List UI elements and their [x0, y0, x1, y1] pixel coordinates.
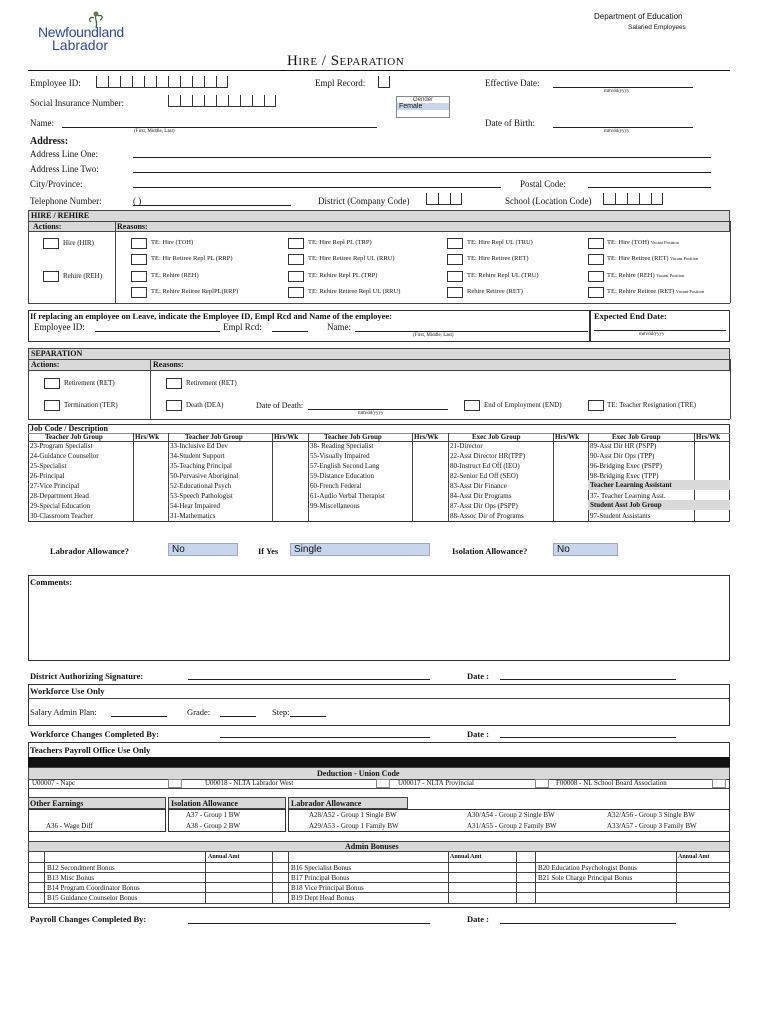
payroll-title: Teachers Payroll Office Use Only	[30, 745, 151, 755]
te-rehire-tru-label: TE: Rehire Repl UL (TRU)	[467, 272, 539, 279]
retirement-action-label: Retirement (RET)	[64, 379, 115, 387]
iso-group1: A37 - Group 1 BW	[186, 811, 241, 819]
labrador-title: Labrador Allowance	[291, 799, 362, 808]
expected-end-date-field[interactable]	[594, 330, 726, 331]
jc-header-9: Exec Job Group	[612, 433, 661, 441]
te-rehire-retiree-ret-vacant-label: TE: Rehire Retiree (RET) Vacant Position	[607, 288, 705, 295]
te-hire-toh-vacant-checkbox[interactable]	[588, 238, 604, 249]
department-name: Department of Education	[594, 12, 683, 21]
jc-col4-6: 87-Asst Dir Ops (PSPP)	[450, 502, 518, 510]
district-date-label: Date :	[467, 671, 489, 681]
te-rehire-reh-checkbox[interactable]	[131, 271, 147, 282]
hire-rehire-title: HIRE / REHIRE	[31, 211, 90, 220]
step-label: Step:	[272, 707, 290, 717]
bonus-b15: B15 Guidance Counselor Bonus	[47, 894, 138, 902]
te-hire-retiree-rru-label: TE: Hire Retiree Repl UL (RRU)	[308, 255, 395, 262]
jc-col2-5: 53-Speech Pathologist	[170, 492, 233, 500]
comments-box[interactable]	[28, 575, 730, 661]
jc-col4-1: 22-Asst Director HR(TPP)	[450, 452, 526, 460]
bonus-b17: B17 Principal Bonus	[291, 874, 350, 882]
jc-col2-0: 33-Inclusive Ed Dev	[170, 442, 228, 450]
expected-end-date-label: Expected End Date:	[594, 311, 667, 321]
jc-col3-4: 60-French Federal	[310, 482, 362, 490]
bonus-b20: B20 Education Psychologist Bonus	[538, 864, 637, 872]
te-hire-retiree-rrp-checkbox[interactable]	[131, 254, 147, 265]
jc-col3-6: 99-Miscellaneous	[310, 502, 360, 510]
termination-label: Termination (TER)	[64, 401, 118, 409]
jc-student-asst-title: Student Asst Job Group	[590, 501, 662, 509]
gender-label: Gender	[412, 97, 433, 103]
district-label: District (Company Code)	[318, 196, 410, 206]
separation-header	[28, 348, 730, 359]
end-employment-label: End of Employment (END)	[484, 401, 562, 409]
district-field[interactable]	[426, 193, 462, 205]
iso-group2: A38 - Group 2 BW	[186, 822, 241, 830]
name-label: Name:	[30, 118, 54, 128]
hire-actions-header	[28, 221, 730, 232]
department-subtitle: Salaried Employees	[628, 24, 686, 31]
jc-header-7: Exec Job Group	[472, 433, 521, 441]
jc-col3-0: 38- Reading Specialist	[310, 442, 374, 450]
address-line-two-label: Address Line Two:	[30, 164, 99, 174]
bonus-b19: B19 Dept Head Bonus	[291, 894, 355, 902]
address-line-two-field[interactable]	[133, 172, 711, 173]
jc-col1-0: 23-Program Specialist	[30, 442, 93, 450]
effective-date-hint: mm/dd/yyyy	[604, 89, 630, 94]
dob-field[interactable]	[553, 127, 693, 128]
bonus-b18: B18 Vice Principal Bonus	[291, 884, 364, 892]
workforce-section	[28, 684, 730, 726]
empl-record-field[interactable]	[378, 76, 390, 88]
logo-text-newfoundland: Newfoundland	[38, 24, 124, 40]
jc-student-asst-item: 97-Student Assistants	[590, 512, 651, 520]
payroll-date-field[interactable]	[500, 923, 676, 924]
te-hire-retiree-ret-checkbox[interactable]	[447, 254, 463, 265]
admin-annual-amt-1: Annual Amt	[208, 854, 240, 860]
deduction-nlta-provincial-checkbox[interactable]	[535, 779, 549, 788]
jc-tla-title: Teacher Learning Assistant	[590, 481, 672, 489]
workforce-completed-field[interactable]	[220, 737, 430, 738]
separation-actions-label: Actions:	[31, 360, 60, 369]
deduction-nlta-lab-west-checkbox[interactable]	[376, 779, 390, 788]
te-rehire-reh-vacant-label: TE: Rehire (REH) Vacant Position	[607, 272, 685, 279]
jc-tla-item: 37- Teacher Learning Asst.	[590, 492, 666, 500]
te-rehire-retiree-rrp-checkbox[interactable]	[131, 287, 147, 298]
isolation-allowance-select[interactable]: No	[553, 543, 618, 556]
employee-id-label: Employee ID:	[30, 78, 81, 88]
te-hire-retiree-rru-checkbox[interactable]	[288, 254, 304, 265]
dob-label: Date of Birth:	[485, 118, 535, 128]
isolation-title: Isolation Allowance	[171, 799, 238, 808]
leave-name-hint: (First, Middle, Last)	[413, 333, 454, 338]
address-heading: Address:	[30, 136, 69, 147]
jc-col3-3: 59-Distance Education	[310, 472, 374, 480]
newfoundland-labrador-logo	[38, 10, 148, 54]
gender-select[interactable]	[396, 96, 450, 118]
payroll-completed-field[interactable]	[188, 923, 430, 924]
jc-col1-7: 30-Classroom Teacher	[30, 512, 93, 520]
leave-empl-rcd-field[interactable]	[272, 331, 308, 332]
termination-checkbox[interactable]	[44, 400, 60, 411]
labrador-allowance-label: Labrador Allowance?	[50, 546, 129, 556]
jc-col4-2: 80-Instruct Ed Off (IEO)	[450, 462, 520, 470]
isolation-allowance-label: Isolation Allowance?	[452, 546, 528, 556]
deduction-nlsba-checkbox[interactable]	[712, 779, 726, 788]
death-checkbox[interactable]	[166, 400, 182, 411]
te-hire-retiree-ret-label: TE: Hire Retiree (RET)	[467, 255, 529, 262]
deduction-nlta-provincial: U00017 - NLTA Provincial	[398, 779, 474, 787]
grade-field[interactable]	[220, 716, 256, 717]
jc-col3-5: 61-Audio Verbal Therapist	[310, 492, 385, 500]
separation-title: SEPARATION	[31, 349, 83, 358]
jc-header-5: Teacher Job Group	[324, 433, 382, 441]
jc-header-3: Teacher Job Group	[185, 433, 243, 441]
rehire-checkbox[interactable]	[43, 271, 59, 282]
school-field[interactable]	[603, 193, 663, 205]
address-line-one-label: Address Line One:	[30, 149, 98, 159]
leave-empl-rcd-label: Empl Rcd:	[223, 322, 262, 332]
if-yes-label: If Yes	[258, 546, 279, 556]
lab-g1-family: A29/A53 - Group 1 Family BW	[309, 822, 399, 830]
jc-col4-3: 82-Senior Ed Off (SEO)	[450, 472, 519, 480]
te-hire-retiree-rrp-label: TE: Hir Retiree Repl PL (RRP)	[151, 255, 233, 262]
leave-employee-id-label: Employee ID:	[34, 322, 85, 332]
lab-g1-single: A28/A52 - Group 1 Single BW	[309, 811, 397, 819]
empl-record-label: Empl Record:	[315, 78, 366, 88]
postal-code-label: Postal Code:	[520, 179, 566, 189]
step-field[interactable]	[290, 716, 326, 717]
date-of-death-hint: mm/dd/yyyy	[358, 411, 384, 416]
jc-col5-3: 98-Bridging Exec (TPP)	[590, 472, 659, 480]
te-hire-trp-checkbox[interactable]	[288, 238, 304, 249]
jc-header-4: Hrs/Wk	[274, 433, 299, 441]
te-hire-toh-label: TE: Hire (TOH)	[151, 239, 194, 246]
jc-col4-4: 83-Asst Dir Finance	[450, 482, 507, 490]
effective-date-label: Effective Date:	[485, 78, 540, 88]
jc-col4-5: 84-Asst Dir Programs	[450, 492, 512, 500]
te-rehire-reh-label: TE: Rehire (REH)	[151, 272, 199, 279]
te-hire-tru-label: TE: Hire Repl UL (TRU)	[467, 239, 533, 246]
deduction-napc-checkbox[interactable]	[168, 779, 182, 788]
hire-reasons-label: Reasons:	[117, 222, 148, 231]
logo-text-labrador: Labrador	[52, 37, 109, 53]
jc-header-10: Hrs/Wk	[696, 433, 721, 441]
date-of-death-field[interactable]	[308, 409, 448, 410]
telephone-label: Telephone Number:	[30, 196, 102, 206]
dob-hint: mm/dd/yyyy	[604, 129, 630, 134]
name-field[interactable]	[62, 127, 377, 128]
if-yes-select[interactable]: Single	[290, 543, 430, 556]
city-field[interactable]	[133, 187, 501, 188]
job-code-title: Job Code / Description	[30, 424, 108, 433]
lab-g2-single: A30/A54 - Group 2 Single BW	[467, 811, 555, 819]
te-rehire-retiree-ret-vacant-checkbox[interactable]	[588, 287, 604, 298]
jc-col3-2: 57-English Second Lang	[310, 462, 380, 470]
te-rehire-retiree-rru-checkbox[interactable]	[288, 287, 304, 298]
workforce-title: Workforce Use Only	[30, 686, 105, 696]
name-hint: (First, Middle, Last)	[134, 129, 175, 134]
bonus-b21: B21 Sole Charge Principal Bonus	[538, 874, 633, 882]
admin-annual-amt-3: Annual Amt	[678, 854, 710, 860]
jc-col2-3: 50-Pervasive Aboriginal	[170, 472, 239, 480]
bonus-b16: B16 Specialist Bonus	[291, 864, 352, 872]
leave-employee-id-field[interactable]	[95, 331, 220, 332]
jc-header-1: Teacher Job Group	[45, 433, 103, 441]
jc-col5-1: 90-Asst Dir Ops (TPP)	[590, 452, 655, 460]
te-rehire-retiree-rrp-label: TE: Rehire Retiree ReplPL(RRP)	[151, 288, 239, 295]
labrador-allowance-select[interactable]: No	[168, 543, 238, 556]
teacher-resignation-checkbox[interactable]	[588, 400, 604, 411]
jc-header-6: Hrs/Wk	[414, 433, 439, 441]
jc-col1-6: 29-Special Education	[30, 502, 91, 510]
other-earnings-title: Other Earnings	[30, 799, 84, 808]
jc-col2-4: 52-Educational Psych	[170, 482, 232, 490]
teacher-resignation-label: TE: Teacher Resignation (TRE)	[607, 401, 696, 409]
bonus-b14: B14 Program Coordinator Bonus	[47, 884, 140, 892]
leave-name-field[interactable]	[355, 331, 588, 332]
grade-label: Grade:	[187, 707, 211, 717]
workforce-date-field[interactable]	[500, 737, 676, 738]
rehire-label: Rehire (REH)	[63, 272, 103, 280]
sin-field[interactable]	[168, 95, 276, 107]
page-title: Hire / Separation	[287, 53, 405, 69]
death-label: Death (DEA)	[186, 401, 224, 409]
rehire-retiree-ret-label: Rehire Retiree (RET)	[467, 288, 523, 295]
district-signature-label: District Authorizing Signature:	[30, 671, 144, 681]
bonus-b12: B12 Secondment Bonus	[47, 864, 115, 872]
payroll-date-label: Date :	[467, 914, 489, 924]
te-hire-retiree-ret-vacant-checkbox[interactable]	[588, 254, 604, 265]
payroll-completed-label: Payroll Changes Completed By:	[30, 914, 147, 924]
workforce-date-label: Date :	[467, 729, 489, 739]
jc-col2-7: 31-Mathematics	[170, 512, 216, 520]
postal-code-field[interactable]	[588, 187, 711, 188]
jc-col1-1: 24-Guidance Counsellor	[30, 452, 99, 460]
jc-header-8: Hrs/Wk	[555, 433, 580, 441]
workforce-completed-label: Workforce Changes Completed By:	[30, 729, 159, 739]
separation-actions-header	[28, 359, 730, 371]
deduction-title: Deduction - Union Code	[317, 769, 400, 778]
hire-actions-label: Actions:	[33, 222, 62, 231]
effective-date-field[interactable]	[553, 87, 693, 88]
jc-col4-7: 88-Assoc Dir of Programs	[450, 512, 524, 520]
hire-checkbox[interactable]	[43, 238, 59, 249]
te-rehire-trp-label: TE: Rehire Repl PL (TRP)	[308, 272, 378, 279]
telephone-field[interactable]	[133, 205, 291, 206]
rehire-retiree-ret-checkbox[interactable]	[447, 287, 463, 298]
deduction-nlsba: F00008 - NL School Board Association	[556, 779, 667, 787]
district-date-field[interactable]	[500, 679, 676, 680]
te-rehire-reh-vacant-checkbox[interactable]	[588, 271, 604, 282]
jc-col1-2: 25-Specialist	[30, 462, 67, 470]
te-rehire-trp-checkbox[interactable]	[288, 271, 304, 282]
sin-label: Social Insurance Number:	[30, 98, 124, 108]
te-hire-toh-vacant-label: TE: Hire (TOH) Vacant Position	[607, 239, 679, 246]
jc-col2-6: 54-Hear Impaired	[170, 502, 220, 510]
leave-name-label: Name:	[327, 322, 351, 332]
district-signature-field[interactable]	[188, 679, 430, 680]
admin-bonuses-title: Admin Bonuses	[345, 842, 399, 851]
gender-value: Female	[397, 103, 449, 110]
jc-col1-3: 26-Principal	[30, 472, 65, 480]
city-label: City/Province:	[30, 179, 83, 189]
jc-col3-1: 55-Visually Impaired	[310, 452, 370, 460]
expected-end-date-hint: mm/dd/yyyy	[639, 332, 665, 337]
deduction-nlta-lab-west: U00018 - NLTA Labrador West	[205, 779, 294, 787]
jc-col1-4: 27-Vice Principal	[30, 482, 80, 490]
lab-g2-family: A31/A55 - Group 2 Family BW	[467, 822, 557, 830]
te-rehire-retiree-rru-label: TE: Rehire Retiree Repl UL (RRU)	[308, 288, 401, 295]
date-of-death-label: Date of Death:	[256, 401, 304, 410]
payroll-divider-bar	[28, 757, 730, 767]
end-employment-checkbox[interactable]	[464, 400, 480, 411]
separation-reasons-label: Reasons:	[153, 360, 184, 369]
jc-col1-5: 28-Department Head	[30, 492, 89, 500]
lab-g3-family: A33/A57 - Group 3 Family BW	[607, 822, 697, 830]
jc-col5-0: 89-Asst Dir HR (PSPP)	[590, 442, 657, 450]
salary-admin-plan-label: Salary Admin Plan:	[30, 707, 97, 717]
lab-g3-single: A32/A56 - Group 3 Single BW	[607, 811, 695, 819]
telephone-area-code: ( )	[133, 196, 142, 206]
jc-col5-2: 96-Bridging Exec (PSPP)	[590, 462, 662, 470]
te-hire-retiree-ret-vacant-label: TE: Hire Retiree (RET) Vacant Position	[607, 255, 699, 262]
te-rehire-tru-checkbox[interactable]	[447, 271, 463, 282]
deduction-napc: U00007 - Napc	[32, 779, 76, 787]
te-hire-trp-label: TE: Hire Repl PL (TRP)	[308, 239, 372, 246]
retirement-action-checkbox[interactable]	[44, 378, 60, 389]
admin-annual-amt-2: Annual Amt	[450, 854, 482, 860]
school-label: School (Location Code)	[505, 196, 592, 206]
jc-header-2: Hrs/Wk	[135, 433, 160, 441]
salary-admin-plan-field[interactable]	[111, 716, 167, 717]
retirement-reason-checkbox[interactable]	[166, 378, 182, 389]
te-hire-tru-checkbox[interactable]	[447, 238, 463, 249]
te-hire-toh-checkbox[interactable]	[131, 238, 147, 249]
jc-col2-1: 34-Student Support	[170, 452, 225, 460]
jc-col4-0: 21-Director	[450, 442, 483, 450]
jc-col2-2: 35-Teaching Principal	[170, 462, 232, 470]
hire-label: Hire (HIR)	[63, 239, 94, 247]
wage-diff-label: A36 - Wage Diff	[46, 822, 93, 830]
leave-replacement-title: If replacing an employee on Leave, indicate the Employee ID, Empl Rcd and Name of the employee:	[30, 311, 393, 321]
address-line-one-field[interactable]	[133, 157, 711, 158]
bonus-b13: B13 Misc Bonus	[47, 874, 95, 882]
retirement-reason-label: Retirement (RET)	[186, 379, 237, 387]
employee-id-field[interactable]	[96, 76, 228, 88]
comments-label: Comments:	[30, 577, 73, 587]
hire-rehire-header	[28, 210, 730, 221]
